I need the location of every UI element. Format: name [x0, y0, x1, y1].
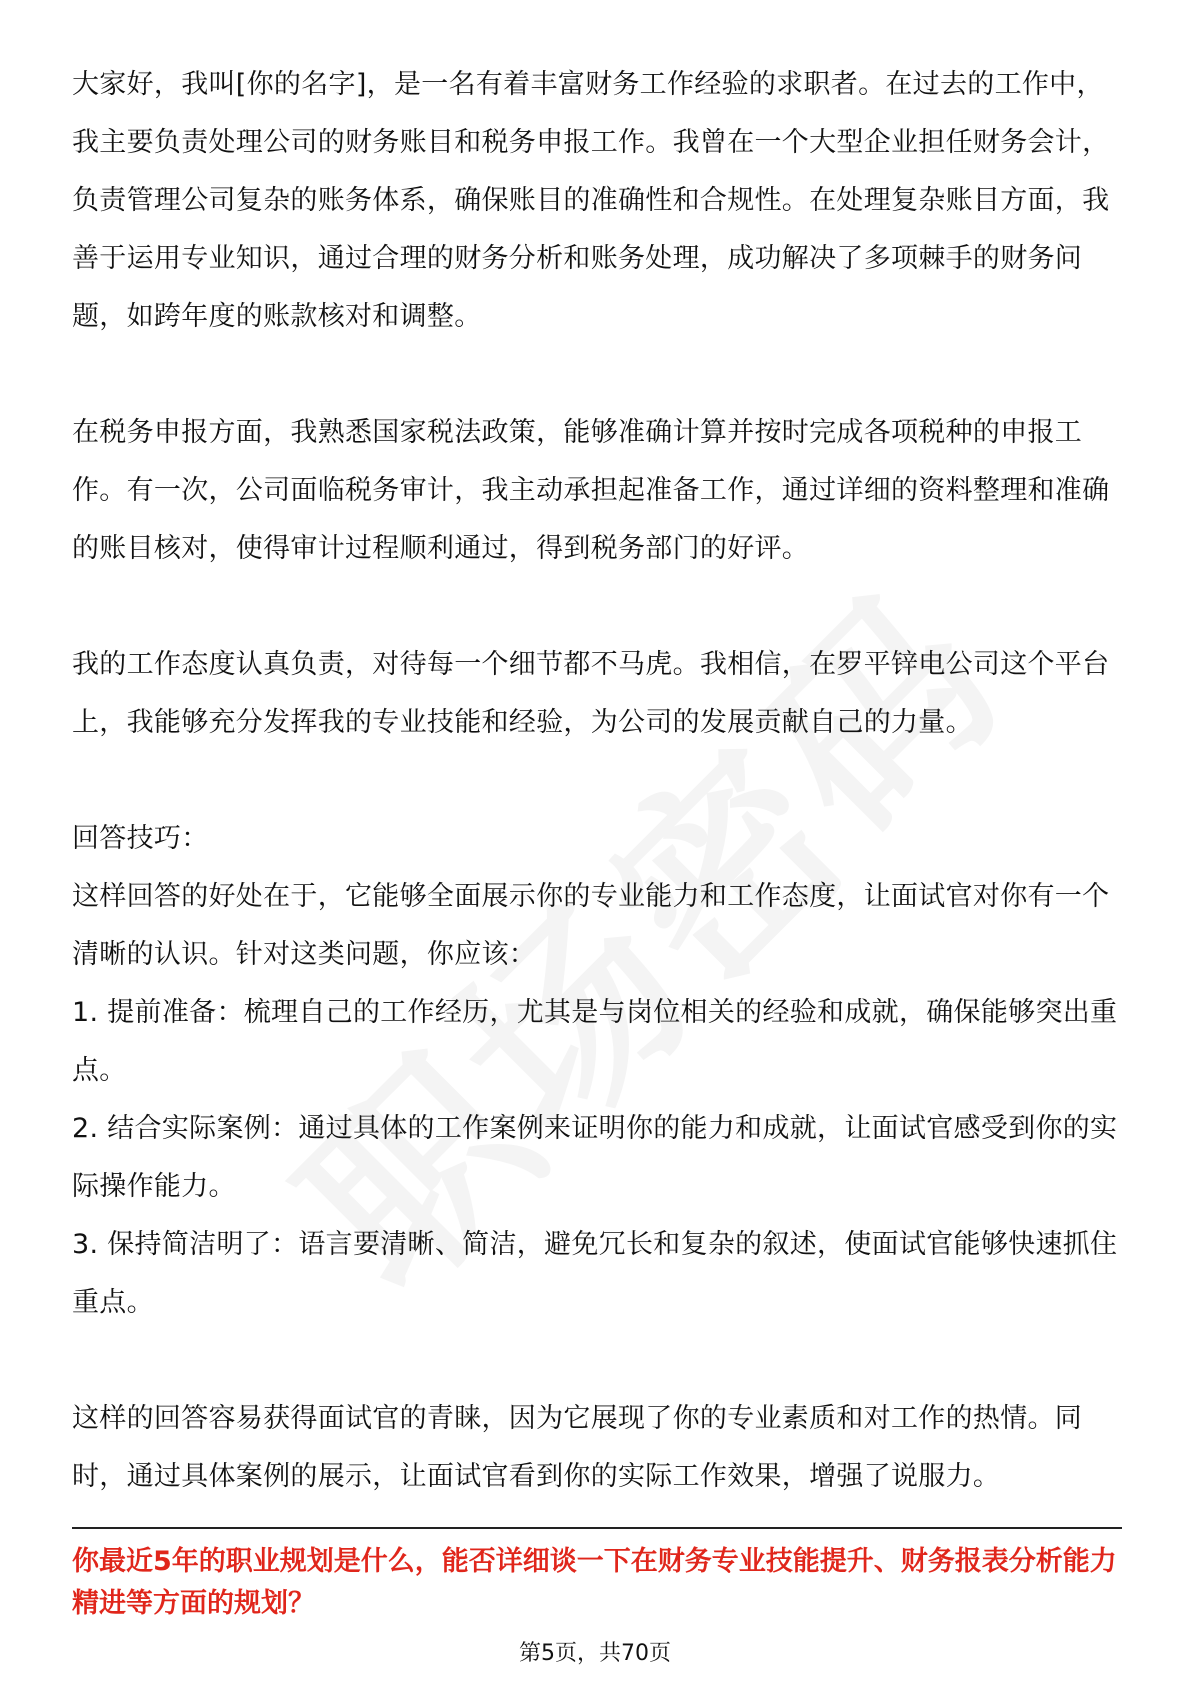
section-divider — [72, 1527, 1122, 1529]
answer-paragraph-2: 在税务申报方面，我熟悉国家税法政策，能够准确计算并按时完成各项税种的申报工作。有一次，公司面临税务审计，我主动承担起准备工作，通过详细的资料整理和准确的账目核对，使得审计过程顺利通过，得到税务部门的好评。 — [72, 417, 1110, 564]
conclusion-paragraph: 这样的回答容易获得面试官的青睐，因为它展现了你的专业素质和对工作的热情。同时，通过具体案例的展示，让面试官看到你的实际工作效果，增强了说服力。 — [72, 1403, 1083, 1492]
tip-item-2: 2. 结合实际案例：通过具体的工作案例来证明你的能力和成就，让面试官感受到你的实际操作能力。 — [72, 1113, 1118, 1202]
next-question-heading: 你最近5年的职业规划是什么，能否详细谈一下在财务专业技能提升、财务报表分析能力精进等方面的规划？ — [72, 1546, 1117, 1619]
tips-heading: 回答技巧： — [72, 823, 209, 854]
tips-intro: 这样回答的好处在于，它能够全面展示你的专业能力和工作态度，让面试官对你有一个清晰的认识。针对这类问题，你应该： — [72, 881, 1110, 970]
tip-item-3: 3. 保持简洁明了：语言要清晰、简洁，避免冗长和复杂的叙述，使面试官能够快速抓住重点。 — [72, 1229, 1118, 1318]
answer-paragraph-1: 大家好，我叫[你的名字]，是一名有着丰富财务工作经验的求职者。在过去的工作中，我主要负责处理公司的财务账目和税务申报工作。我曾在一个大型企业担任财务会计，负责管理公司复杂的账务体系，确保账目的准确性和合规性。在处理复杂账目方面，我善于运用专业知识，通过合理的财务分析和账务处理，成功解决了多项棘手的财务问题，如跨年度的账款核对和调整。 — [72, 69, 1110, 332]
paragraph-gap — [72, 1332, 1122, 1390]
paragraph-gap — [72, 346, 1122, 404]
answer-body — [72, 56, 1122, 1506]
answer-paragraph-3: 我的工作态度认真负责，对待每一个细节都不马虎。我相信，在罗平锌电公司这个平台上，我能够充分发挥我的专业技能和经验，为公司的发展贡献自己的力量。 — [72, 649, 1110, 738]
tip-item-1: 1. 提前准备：梳理自己的工作经历，尤其是与岗位相关的经验和成就，确保能够突出重点。 — [72, 997, 1118, 1086]
paragraph-gap — [72, 752, 1122, 810]
paragraph-gap — [72, 578, 1122, 636]
page-number: 第5页，共70页 — [519, 1641, 671, 1666]
